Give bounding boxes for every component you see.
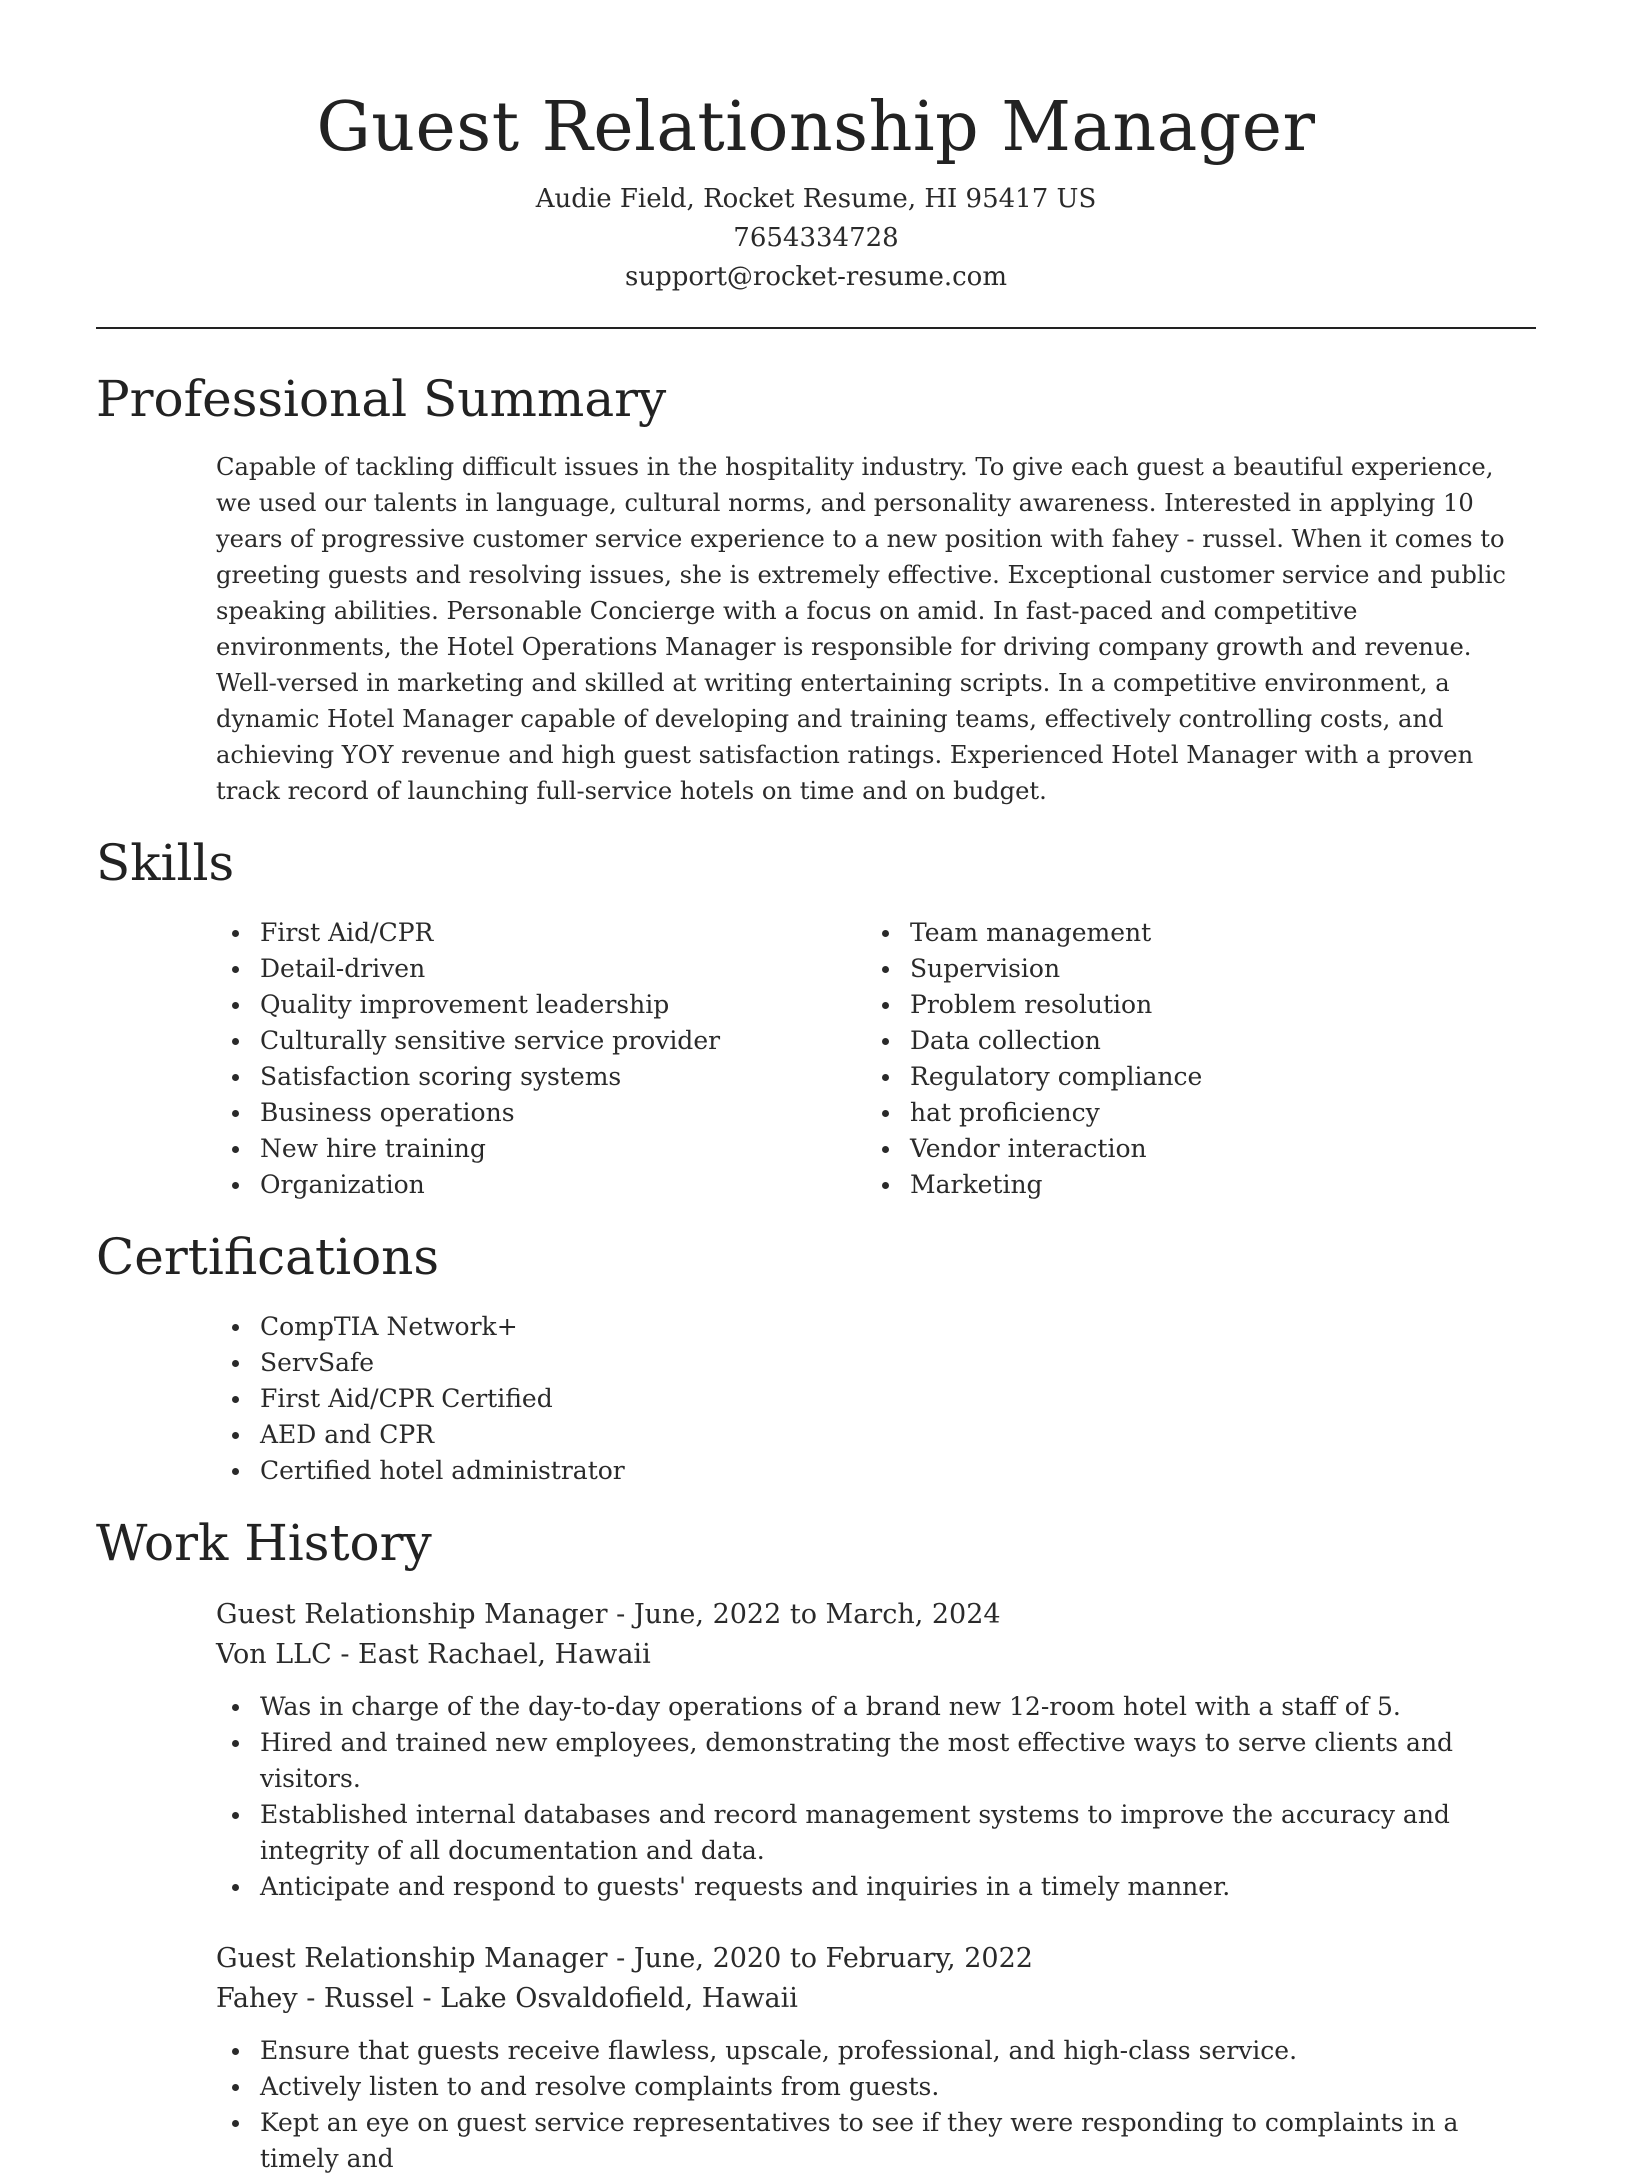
job-title-line: Guest Relationship Manager - June, 2020 to February, 2022	[216, 1943, 1033, 1974]
job-bullet: Ensure that guests receive flawless, upscale, professional, and high-class service.	[216, 2033, 1516, 2069]
certification-item: First Aid/CPR Certified	[216, 1381, 1536, 1417]
job-entry	[216, 1939, 1536, 2177]
skills-list-right	[866, 915, 1516, 1203]
job-company-line: Von LLC - East Rachael, Hawaii	[216, 1639, 651, 1670]
skill-item: Regulatory compliance	[866, 1059, 1516, 1095]
certifications-heading: Certifications	[96, 1228, 440, 1286]
work-history-heading: Work History	[96, 1514, 432, 1572]
job-bullets	[216, 2033, 1536, 2177]
header-divider	[96, 327, 1536, 329]
skill-item: Vendor interaction	[866, 1131, 1516, 1167]
skill-item: Team management	[866, 915, 1516, 951]
skills-heading: Skills	[96, 834, 235, 892]
job-company-line: Fahey - Russel - Lake Osvaldofield, Hawaii	[216, 1983, 798, 2014]
job-bullet: Anticipate and respond to guests' requests and inquiries in a timely manner.	[216, 1869, 1516, 1905]
certification-item: CompTIA Network+	[216, 1309, 1536, 1345]
contact-phone: 7654334728	[733, 223, 899, 253]
certification-item: AED and CPR	[216, 1417, 1536, 1453]
skill-item: Satisfaction scoring systems	[216, 1059, 866, 1095]
certifications-list	[216, 1309, 1536, 1489]
summary-heading: Professional Summary	[96, 370, 667, 428]
contact-address: Audie Field, Rocket Resume, HI 95417 US	[535, 184, 1097, 214]
skill-item: Quality improvement leadership	[216, 987, 866, 1023]
contact-email: support@rocket-resume.com	[624, 262, 1007, 292]
skill-item: New hire training	[216, 1131, 866, 1167]
skill-item: First Aid/CPR	[216, 915, 866, 951]
job-bullets	[216, 1689, 1536, 1905]
job-bullet: Was in charge of the day-to-day operations of a brand new 12-room hotel with a staff of 5.	[216, 1689, 1516, 1725]
summary-text: Capable of tackling difficult issues in the hospitality industry. To give each guest a beautiful experience, we used our talents in language, cultural norms, and personality awareness. Interested in applying 10 years of progressive customer service experience to a new position with fahey - russel. When it comes to greeting guests and resolving issues, she is extremely effective. Exceptional customer service and public speaking abilities. Personable Concierge with a focus on amid. In fast-paced and competitive environments, the Hotel Operations Manager is responsible for driving company growth and revenue. Well-versed in marketing and skilled at writing entertaining scripts. In a competitive environment, a dynamic Hotel Manager capable of developing and training teams, effectively controlling costs, and achieving YOY revenue and high guest satisfaction ratings. Experienced Hotel Manager with a proven track record of launching full-service hotels on time and on budget.	[216, 453, 1506, 805]
resume-page	[96, 0, 1536, 2177]
job-bullet: Kept an eye on guest service representatives to see if they were responding to complaints in a timely and	[216, 2105, 1516, 2177]
job-bullet: Actively listen to and resolve complaints from guests.	[216, 2069, 1516, 2105]
job-title-line: Guest Relationship Manager - June, 2022 to March, 2024	[216, 1599, 1001, 1630]
skill-item: Marketing	[866, 1167, 1516, 1203]
resume-header	[96, 0, 1536, 297]
certification-item: ServSafe	[216, 1345, 1536, 1381]
job-bullet: Established internal databases and record management systems to improve the accuracy and integrity of all documentation and data.	[216, 1797, 1516, 1869]
skills-list-left	[216, 915, 866, 1203]
skill-item: Detail-driven	[216, 951, 866, 987]
certification-item: Certified hotel administrator	[216, 1453, 1536, 1489]
skill-item: Supervision	[866, 951, 1516, 987]
skill-item: Problem resolution	[866, 987, 1516, 1023]
skill-item: Organization	[216, 1167, 866, 1203]
job-entry	[216, 1595, 1536, 1905]
skill-item: hat proficiency	[866, 1095, 1516, 1131]
skill-item: Business operations	[216, 1095, 866, 1131]
job-bullet: Hired and trained new employees, demonstrating the most effective ways to serve clients and visitors.	[216, 1725, 1516, 1797]
skill-item: Data collection	[866, 1023, 1516, 1059]
skills-grid	[216, 915, 1536, 1203]
contact-info	[96, 180, 1536, 297]
resume-title: Guest Relationship Manager	[316, 88, 1316, 167]
skill-item: Culturally sensitive service provider	[216, 1023, 866, 1059]
